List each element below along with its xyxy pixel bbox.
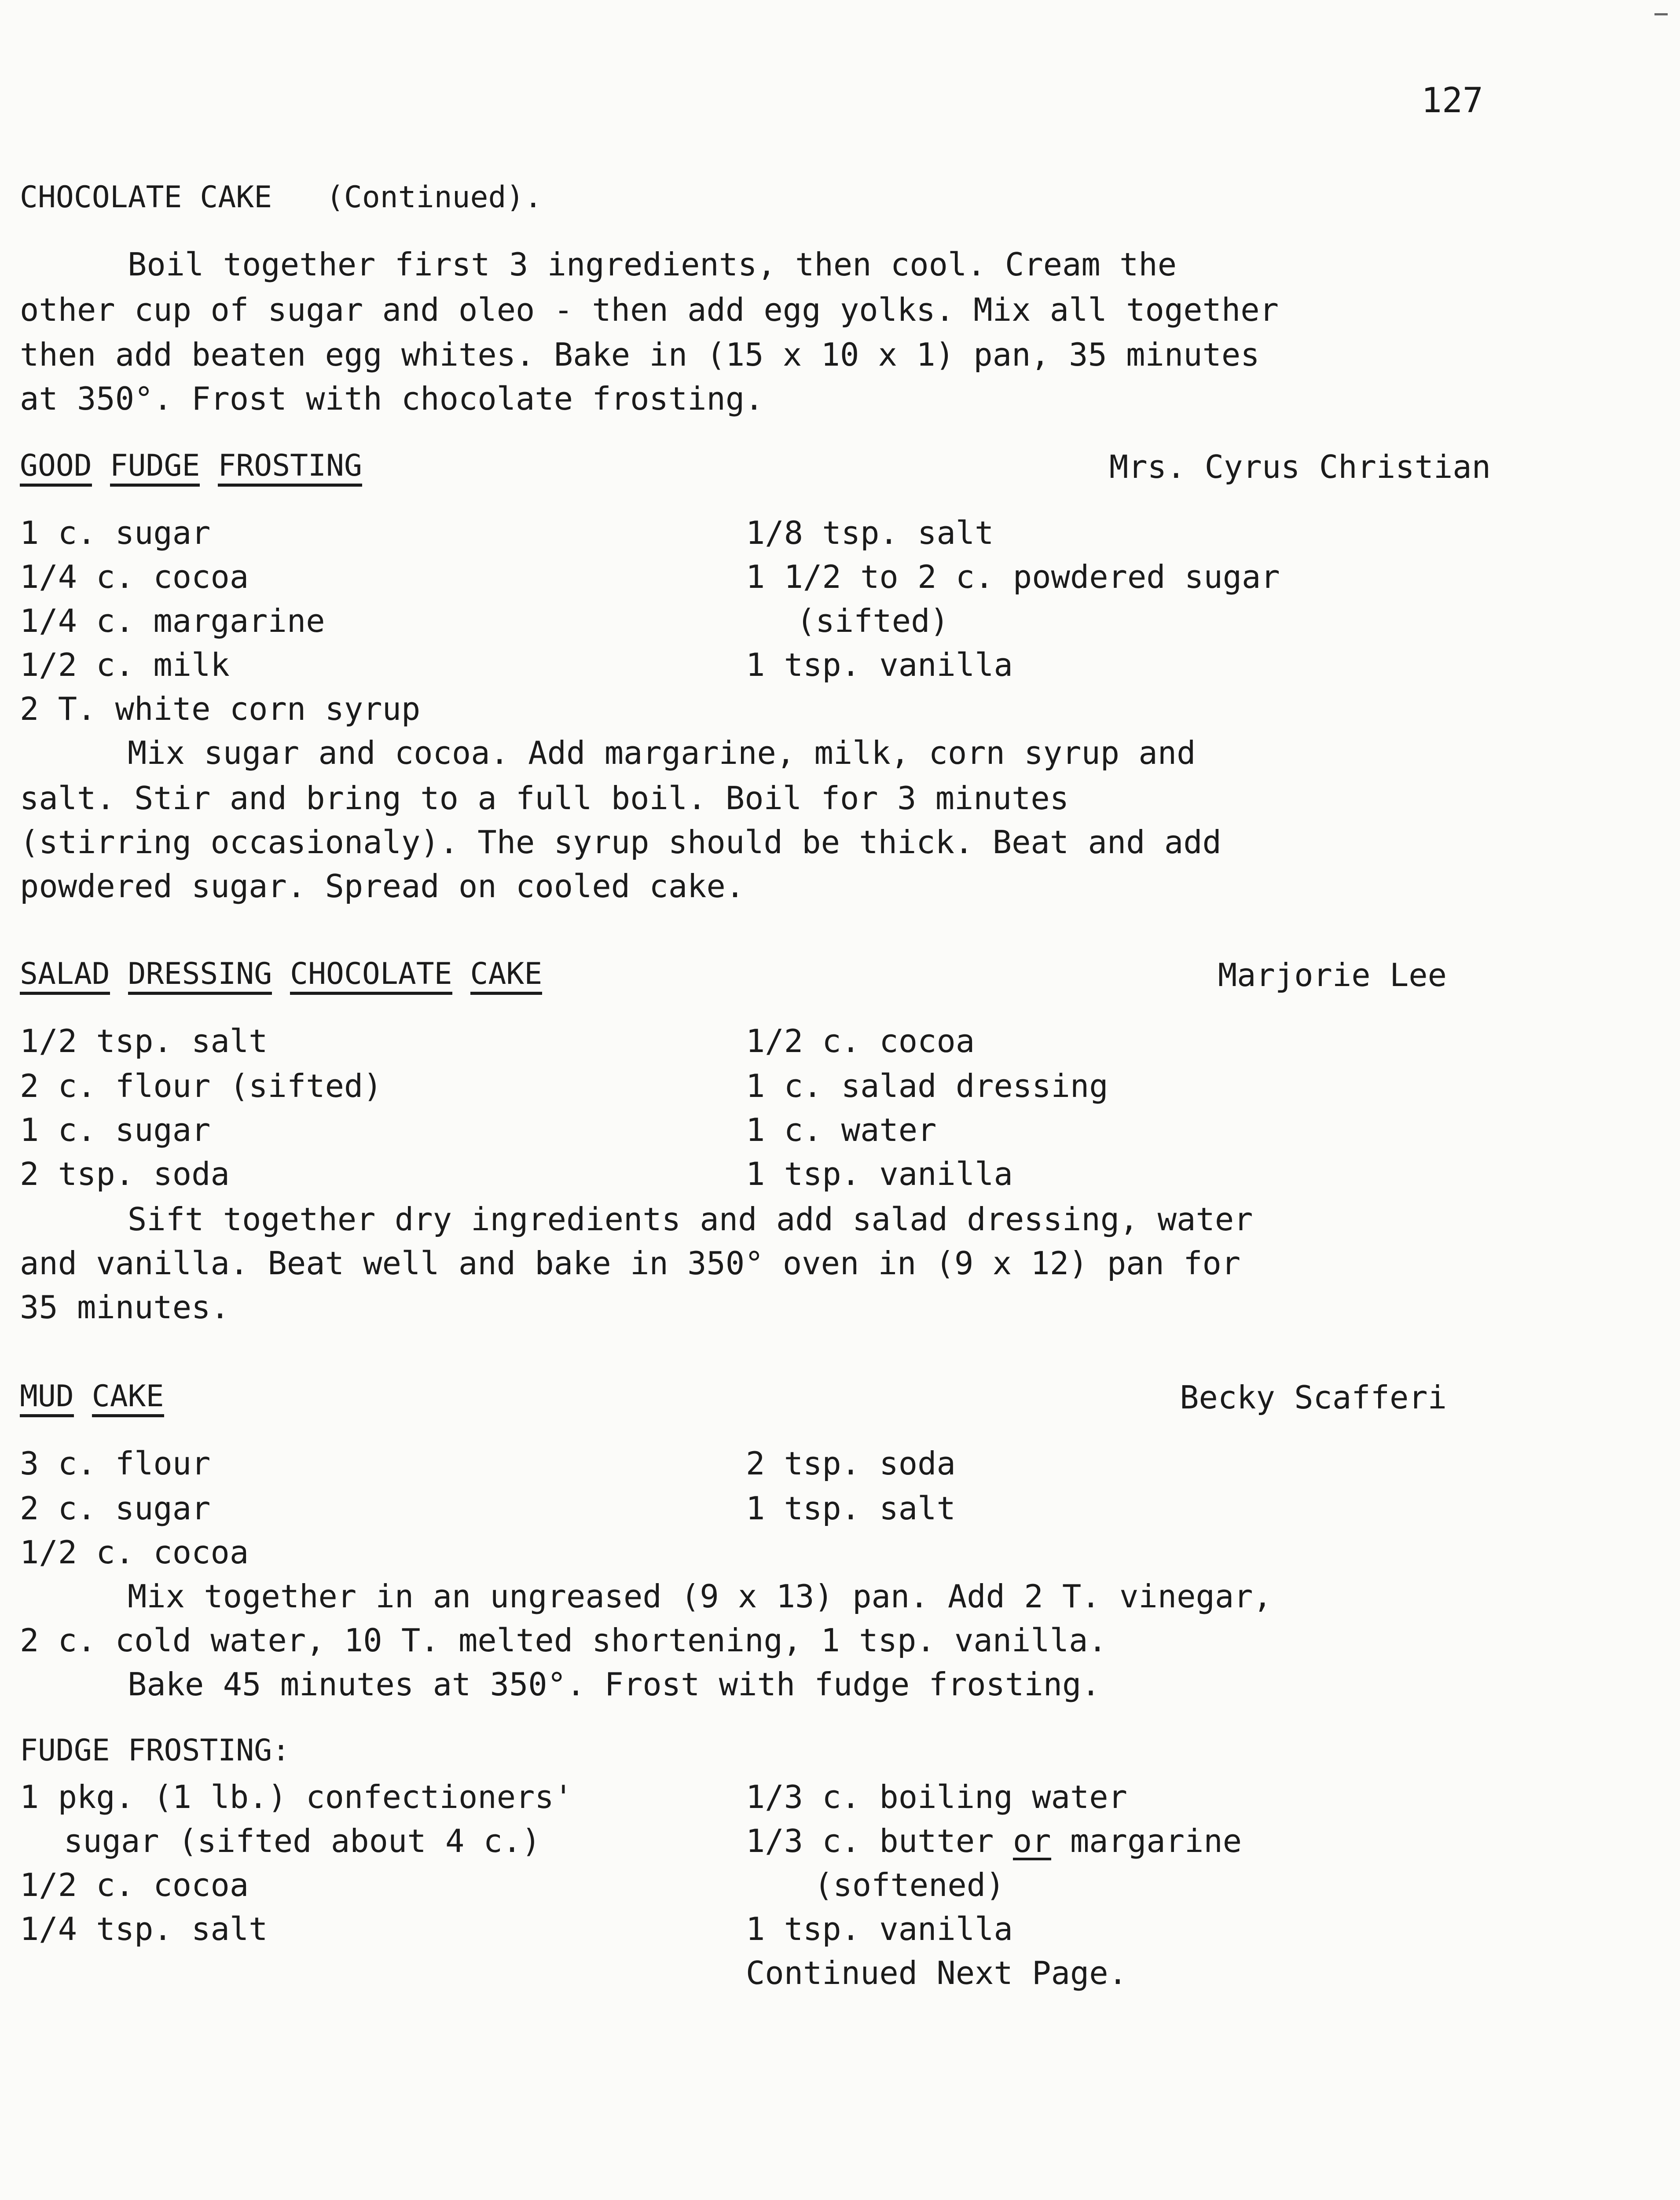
ingredient: 1 pkg. (1 lb.) confectioners' — [20, 1778, 573, 1815]
chocolate-cake-heading — [20, 180, 543, 215]
ingredient: 2 T. white corn syrup — [20, 690, 421, 727]
chocolate-cake-line: Boil together first 3 ingredients, then cool. Cream the — [128, 246, 1177, 283]
title-word: FROSTING — [218, 451, 362, 487]
title-word: GOOD — [20, 451, 92, 487]
chocolate-cake-line: other cup of sugar and oleo - then add egg yolks. Mix all together — [20, 291, 1279, 328]
ingredient: 1 c. water — [746, 1111, 937, 1148]
ingredient: (sifted) — [796, 602, 949, 639]
good-fudge-frosting-line: salt. Stir and bring to a full boil. Boil for 3 minutes — [20, 780, 1069, 817]
ingredient: 3 c. flour — [20, 1445, 211, 1482]
ingredient: 1 1/2 to 2 c. powdered sugar — [746, 558, 1280, 595]
ingredient: 1/3 c. boiling water — [746, 1778, 1127, 1815]
salad-dressing-cake-line: Sift together dry ingredients and add salad dressing, water — [128, 1201, 1253, 1238]
ingredient: 1/4 c. margarine — [20, 602, 325, 639]
ingredient: 1 c. sugar — [20, 514, 211, 551]
ingredient: 2 c. flour (sifted) — [20, 1067, 382, 1104]
ingredient: 1 c. sugar — [20, 1111, 211, 1148]
good-fudge-frosting-line: Mix sugar and cocoa. Add margarine, milk, corn syrup and — [128, 734, 1196, 771]
ingredient: 1/2 tsp. salt — [20, 1023, 268, 1060]
salad-dressing-cake-line: 35 minutes. — [20, 1289, 230, 1326]
ingredient: 1 tsp. vanilla — [746, 1910, 1013, 1947]
continued-note: Continued Next Page. — [746, 1954, 1127, 1991]
ingredient: 1 tsp. vanilla — [746, 1155, 1013, 1192]
mud-cake-author: Becky Scafferi — [1180, 1379, 1447, 1416]
salad-dressing-cake-title — [20, 959, 542, 995]
title-word: CHOCOLATE — [290, 959, 452, 995]
ingredient: sugar (sifted about 4 c.) — [64, 1822, 541, 1859]
ingredient-butter-or-margarine — [746, 1822, 1242, 1860]
good-fudge-frosting-title — [20, 448, 362, 487]
chocolate-cake-title-suffix: (Continued). — [326, 180, 543, 215]
fudge-frosting-title: FUDGE FROSTING: — [20, 1733, 290, 1768]
ingredient: (softened) — [814, 1866, 1005, 1903]
good-fudge-frosting-line: (stirring occasionaly). The syrup should be thick. Beat and add — [20, 824, 1221, 861]
mud-cake-title — [20, 1379, 164, 1417]
page-number: 127 — [1421, 81, 1483, 121]
ingredient: 1 c. salad dressing — [746, 1067, 1108, 1104]
title-word: FUDGE — [110, 451, 200, 487]
title-word: SALAD — [20, 959, 110, 995]
ingredient-part: or — [1012, 1822, 1051, 1859]
ingredient: 1 tsp. vanilla — [746, 646, 1013, 683]
ingredient: 1/2 c. cocoa — [20, 1866, 249, 1903]
salad-dressing-cake-line: and vanilla. Beat well and bake in 350° oven in (9 x 12) pan for — [20, 1245, 1241, 1282]
title-word: CAKE — [470, 959, 543, 995]
salad-dressing-cake-author: Marjorie Lee — [1218, 957, 1447, 994]
ingredient: 2 tsp. soda — [20, 1155, 230, 1192]
ingredient: 2 c. sugar — [20, 1490, 211, 1527]
mud-cake-line: Mix together in an ungreased (9 x 13) pan. Add 2 T. vinegar, — [128, 1578, 1272, 1615]
good-fudge-frosting-author: Mrs. Cyrus Christian — [1109, 448, 1491, 485]
good-fudge-frosting-line: powdered sugar. Spread on cooled cake. — [20, 868, 745, 905]
title-word: DRESSING — [128, 959, 272, 995]
ingredient: 2 tsp. soda — [746, 1445, 956, 1482]
scan-mark — [1654, 13, 1668, 15]
mud-cake-line: Bake 45 minutes at 350°. Frost with fudge frosting. — [128, 1666, 1100, 1703]
ingredient: 1/4 tsp. salt — [20, 1910, 268, 1947]
ingredient-part: 1/3 c. butter — [746, 1822, 994, 1859]
ingredient: 1 tsp. salt — [746, 1490, 956, 1527]
chocolate-cake-line: then add beaten egg whites. Bake in (15 x 10 x 1) pan, 35 minutes — [20, 336, 1260, 373]
title-word: MUD — [20, 1382, 74, 1417]
ingredient: 1/2 c. cocoa — [20, 1534, 249, 1571]
ingredient: 1/4 c. cocoa — [20, 558, 249, 595]
mud-cake-line: 2 c. cold water, 10 T. melted shortening, 1 tsp. vanilla. — [20, 1622, 1107, 1659]
title-word: CAKE — [92, 1382, 164, 1417]
ingredient-part: margarine — [1070, 1822, 1242, 1859]
ingredient: 1/8 tsp. salt — [746, 514, 994, 551]
chocolate-cake-title: CHOCOLATE CAKE — [20, 180, 272, 215]
ingredient: 1/2 c. cocoa — [746, 1023, 975, 1060]
chocolate-cake-line: at 350°. Frost with chocolate frosting. — [20, 380, 764, 417]
ingredient: 1/2 c. milk — [20, 646, 230, 683]
